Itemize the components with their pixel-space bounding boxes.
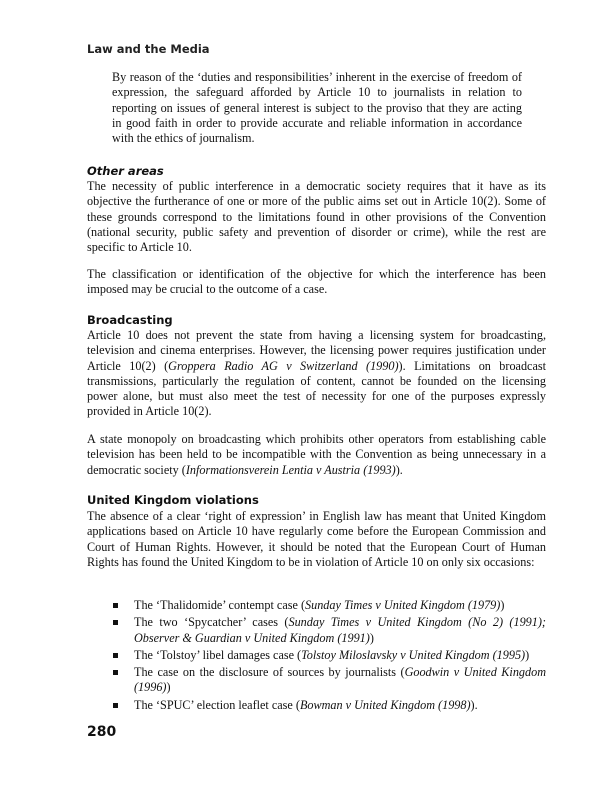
- case-citation: Sunday Times v United Kingdom (No 2) (1991); Observer & Guardian v United Kingdom (1991): [134, 615, 546, 645]
- text-segment: Article 10 does not prevent the state from having a licensing system for broadcasting, television and cinema enterprises. However, the licensing power requires justification under Article 10(2) (: [87, 328, 546, 373]
- text-segment: The ‘SPUC’ election leaflet case (: [134, 697, 300, 712]
- case-citation: Tolstoy Miloslavsky v United Kingdom (1995): [301, 647, 526, 662]
- square-bullet-icon: [113, 603, 118, 608]
- square-bullet-icon: [113, 670, 118, 675]
- case-citation: Goodwin v United Kingdom (1996): [134, 665, 546, 695]
- block-quote: By reason of the ‘duties and responsibilities’ inherent in the exercise of freedom of expression, the safeguard afforded by Article 10 to journalists in relation to reporting on issues of general interest is subject to the proviso that they are acting in good faith in order to provide accurate and reliable information in accordance with the ethics of journalism.: [112, 70, 522, 146]
- square-bullet-icon: [113, 620, 118, 625]
- list-item: [112, 598, 546, 613]
- text-segment: A state monopoly on broadcasting which prohibits other operators from establishing cable television has been held to be incompatible with the Convention as being unnecessary in a democratic society (: [87, 432, 546, 477]
- running-head: Law and the Media: [87, 42, 210, 56]
- text-segment: The two ‘Spycatcher’ cases (: [134, 615, 289, 630]
- text-segment: The case on the disclosure of sources by journalists (: [134, 665, 405, 680]
- text-segment: ).: [470, 697, 478, 712]
- text-segment: ). Limitations on broadcast transmissions, particularly the regulation of content, cannot be founded on the licensing power alone, but must also meet the test of necessity for one of the purposes expressly provided in Article 10(2).: [87, 358, 547, 419]
- list-item: [112, 665, 546, 696]
- text-segment: The ‘Thalidomide’ contempt case (: [134, 598, 306, 612]
- heading-other-areas: Other areas: [87, 164, 164, 178]
- violations-list: [112, 598, 546, 715]
- page-number: 280: [87, 724, 117, 740]
- paragraph-other-areas-2: The classification or identification of the objective for which the interference has been imposed may be crucial to the outcome of a case.: [87, 267, 546, 297]
- paragraph-other-areas-1: The necessity of public interference in a democratic society requires that it have as its objective the furtherance of one or more of the public aims set out in Article 10(2). Some of these grounds correspond to the limitations found in other provisions of the Convention (national security, public safety and prevention of disorder or crime), while the rest are specific to Article 10.: [87, 179, 546, 255]
- heading-uk-violations: United Kingdom violations: [87, 493, 259, 507]
- heading-broadcasting: Broadcasting: [87, 313, 173, 327]
- text-segment: The ‘Tolstoy’ libel damages case (: [134, 647, 302, 662]
- case-citation: Groppera Radio AG v Switzerland (1990): [168, 358, 399, 373]
- text-segment: ): [500, 598, 505, 612]
- paragraph-broadcasting-2: [87, 432, 546, 478]
- case-citation: Bowman v United Kingdom (1998): [299, 697, 471, 712]
- square-bullet-icon: [113, 703, 118, 708]
- paragraph-uk-violations: The absence of a clear ‘right of expression’ in English law has meant that United Kingdom applications based on Article 10 have regularly come before the European Commission and Court of Human Rights. However, it should be noted that the European Court of Human Rights has found the United Kingdom to be in violation of Article 10 on only six occasions:: [87, 509, 546, 569]
- case-citation: Informationsverein Lentia v Austria (1993): [185, 462, 396, 477]
- case-citation: Sunday Times v United Kingdom (1979): [305, 598, 501, 612]
- list-item: [112, 648, 546, 663]
- list-item: [112, 615, 546, 646]
- list-item: [112, 698, 546, 713]
- text-segment: ): [525, 647, 530, 662]
- paragraph-broadcasting-1: [87, 328, 546, 420]
- text-segment: ).: [395, 462, 403, 477]
- text-segment: ): [369, 630, 374, 645]
- square-bullet-icon: [113, 653, 118, 658]
- text-segment: ): [166, 680, 171, 695]
